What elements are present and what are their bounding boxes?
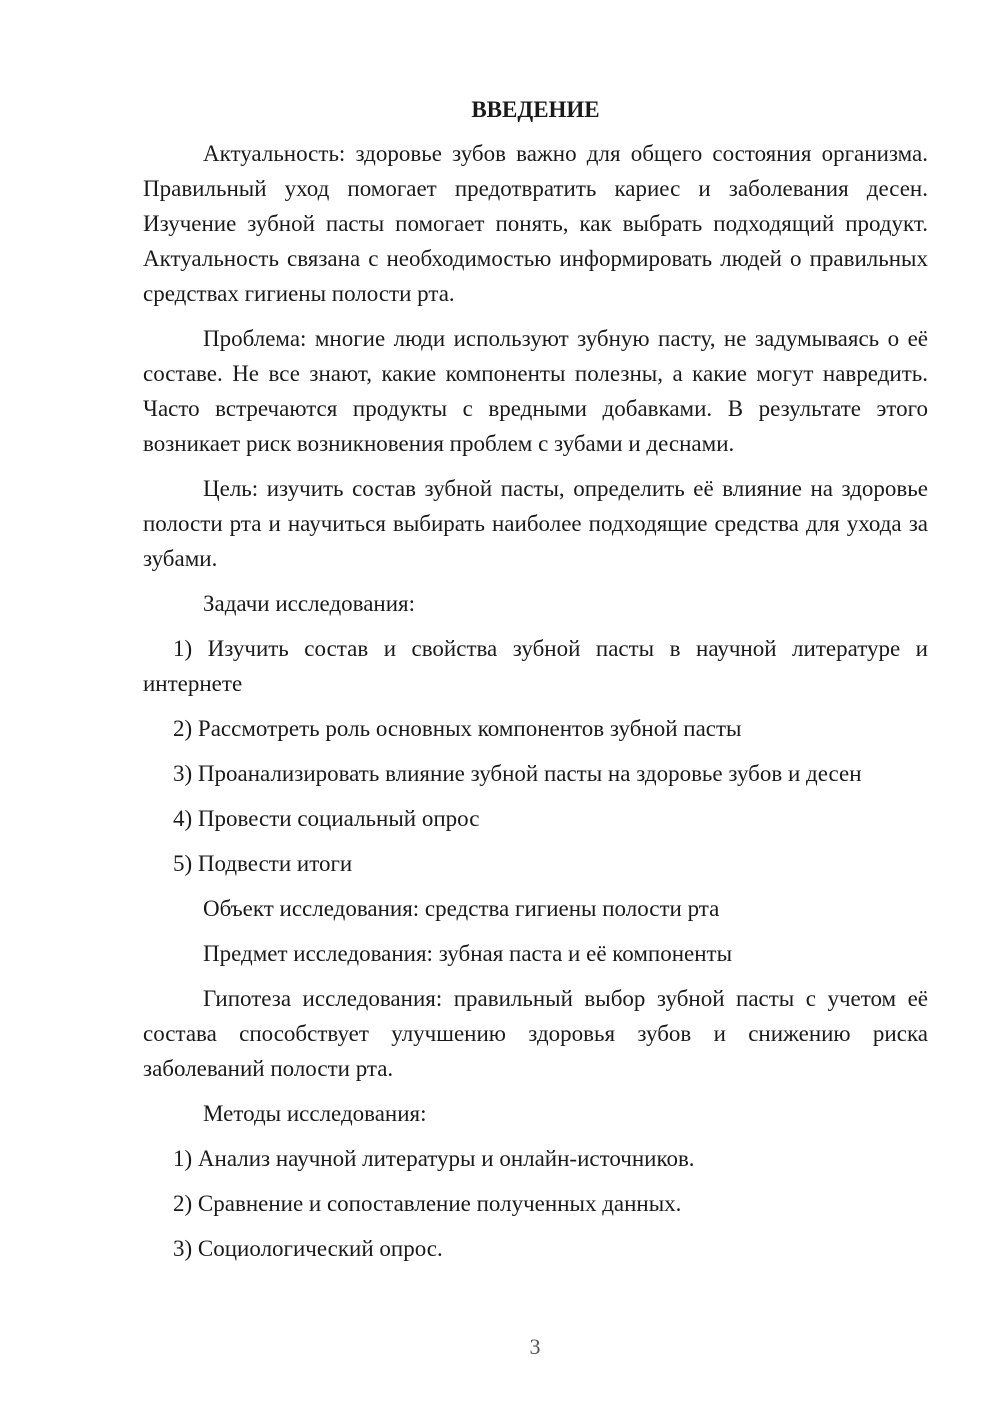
- task-item-5: 5) Подвести итоги: [173, 851, 353, 876]
- method-item-2: 2) Сравнение и сопоставление полученных данных.: [173, 1191, 682, 1216]
- task-item-2: 2) Рассмотреть роль основных компонентов зубной пасты: [173, 716, 742, 741]
- page-content: [143, 92, 928, 1276]
- hypothesis-paragraph: Гипотеза исследования: правильный выбор зубной пасты с учетом её состава способствует улучшению здоровья зубов и снижению риска заболеваний полости рта.: [143, 986, 928, 1081]
- task-item-3: 3) Проанализировать влияние зубной пасты на здоровье зубов и десен: [173, 761, 862, 786]
- methods-heading: Методы исследования:: [203, 1101, 427, 1126]
- research-subject: Предмет исследования: зубная паста и её компоненты: [203, 941, 733, 966]
- goal-paragraph: Цель: изучить состав зубной пасты, определить её влияние на здоровье полости рта и научиться выбирать наиболее подходящие средства для ухода за зубами.: [143, 476, 928, 571]
- page-title: ВВЕДЕНИЕ: [471, 97, 600, 122]
- tasks-heading: Задачи исследования:: [203, 591, 416, 616]
- page-number: 3: [529, 1334, 541, 1359]
- method-item-1: 1) Анализ научной литературы и онлайн-источников.: [173, 1146, 695, 1171]
- method-item-3: 3) Социологический опрос.: [173, 1236, 443, 1261]
- task-item-1: 1) Изучить состав и свойства зубной пасты в научной литературе и интернете: [143, 636, 928, 696]
- problem-paragraph: Проблема: многие люди используют зубную пасту, не задумываясь о её составе. Не все знают, какие компоненты полезны, а какие могут навредить. Часто встречаются продукты с вредными добавками. В результате этого возникает риск возникновения проблем с зубами и деснами.: [143, 326, 928, 456]
- task-item-4: 4) Провести социальный опрос: [173, 806, 480, 831]
- relevance-paragraph: Актуальность: здоровье зубов важно для общего состояния организма. Правильный уход помогает предотвратить кариес и заболевания десен. Изучение зубной пасты помогает понять, как выбрать подходящий продукт. Актуальность связана с необходимостью информировать людей о правильных средствах гигиены полости рта.: [143, 141, 928, 306]
- research-object: Объект исследования: средства гигиены полости рта: [203, 896, 720, 921]
